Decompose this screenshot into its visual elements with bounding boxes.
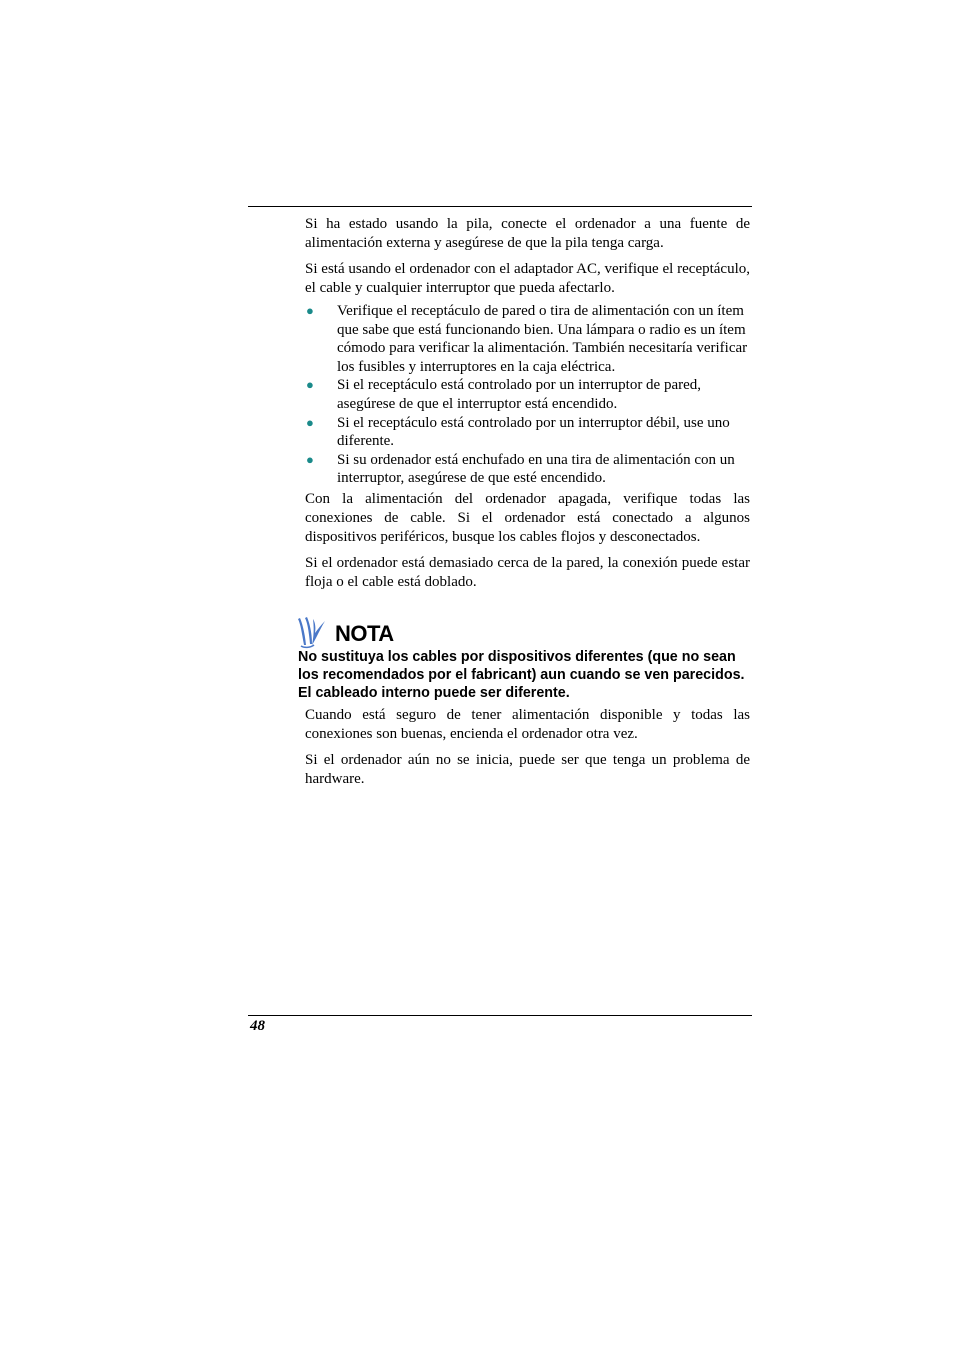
header-rule	[248, 206, 752, 207]
list-item-text: Si el receptáculo está controlado por un interruptor débil, use uno diferente.	[337, 414, 730, 450]
note-title: NOTA	[335, 621, 394, 646]
list-item	[305, 414, 750, 451]
paragraph-ac-adapter: Si está usando el ordenador con el adaptador AC, verifique el receptáculo, el cable y cualquier interruptor que pueda afectarlo.	[305, 261, 750, 296]
note-body: No sustituya los cables por dispositivos diferentes (que no sean los recomendados por el fabricant) aun cuando se ven parecidos. El cableado interno puede ser diferente.	[298, 649, 745, 701]
paragraph-hardware: Si el ordenador aún no se inicia, puede ser que tenga un problema de hardware.	[305, 752, 750, 787]
checklist	[305, 302, 750, 488]
paragraph-wall: Si el ordenador está demasiado cerca de la pared, la conexión puede estar floja o el cable está doblado.	[305, 554, 750, 590]
footer-rule	[248, 1015, 752, 1016]
closing-content	[305, 706, 750, 796]
note-icon	[296, 615, 326, 649]
bullet-icon: ●	[306, 303, 314, 318]
note-header	[296, 614, 394, 650]
list-item	[305, 451, 750, 488]
paragraph-battery: Si ha estado usando la pila, conecte el ordenador a una fuente de alimentación externa y asegúrese de que la pila tenga carga.	[305, 216, 750, 251]
bullet-icon: ●	[306, 414, 314, 430]
list-item-text: Verifique el receptáculo de pared o tira de alimentación con un ítem que sabe que está funcionando bien. Una lámpara o radio es un ítem cómodo para verificar la alimentación. También necesitaría verificar los fusibles y interruptores en la caja eléctrica.	[337, 303, 748, 375]
bullet-icon: ●	[306, 451, 314, 467]
list-item	[305, 376, 750, 413]
paragraph-cables: Con la alimentación del ordenador apagada, verifique todas las conexiones de cable. Si el ordenador está conectado a algunos dispositivos periféricos, busque los cables flojos y desconectados.	[305, 490, 750, 545]
list-item-text: Si su ordenador está enchufado en una tira de alimentación con un interruptor, asegúrese de que esté encendido.	[337, 451, 735, 487]
main-content	[305, 215, 750, 599]
list-item-text: Si el receptáculo está controlado por un interruptor de pared, asegúrese de que el interruptor está encendido.	[337, 377, 702, 412]
list-item	[305, 302, 750, 376]
bullet-icon: ●	[306, 377, 314, 393]
page-number: 48	[250, 1018, 265, 1034]
paragraph-power-on: Cuando está seguro de tener alimentación disponible y todas las conexiones son buenas, encienda el ordenador otra vez.	[305, 707, 750, 742]
